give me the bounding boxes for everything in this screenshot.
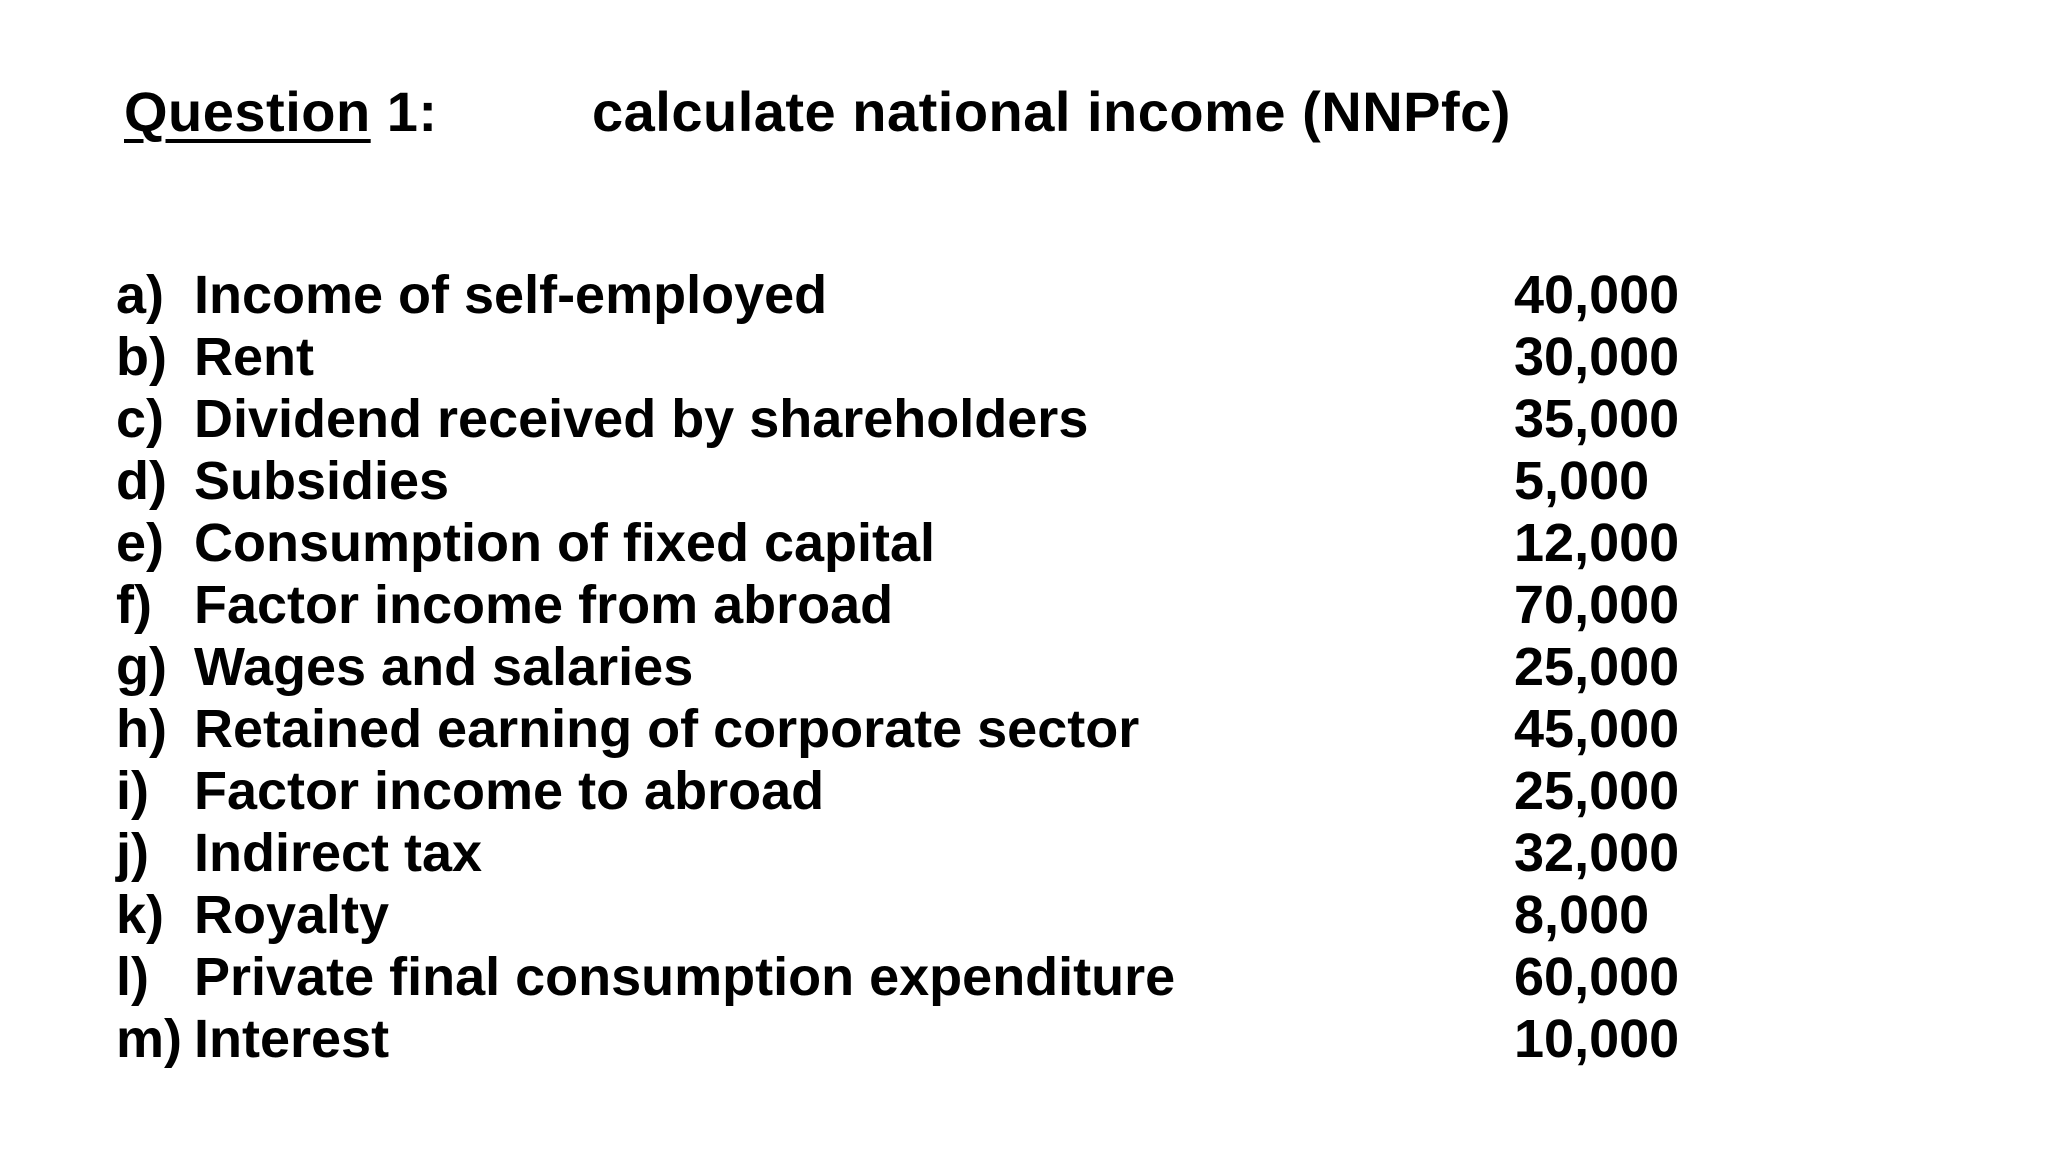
item-label: Retained earning of corporate sector bbox=[194, 699, 1140, 759]
item-amount: 70,000 bbox=[1514, 575, 1680, 635]
question-number: 1: bbox=[370, 80, 438, 143]
item-amount: 12,000 bbox=[1514, 513, 1680, 573]
question-title: calculate national income (NNPfc) bbox=[592, 80, 1511, 143]
item-amount: 60,000 bbox=[1514, 947, 1680, 1007]
item-amount: 25,000 bbox=[1514, 637, 1680, 697]
item-letter: i) bbox=[116, 761, 149, 821]
item-letter: k) bbox=[116, 885, 165, 945]
list-item bbox=[116, 1008, 1756, 1070]
item-label: Indirect tax bbox=[194, 823, 483, 883]
question-header bbox=[124, 80, 1511, 144]
list-item bbox=[116, 574, 1756, 636]
item-letter: c) bbox=[116, 389, 165, 449]
item-letter: a) bbox=[116, 265, 165, 325]
item-label: Factor income to abroad bbox=[194, 761, 825, 821]
item-amount: 40,000 bbox=[1514, 265, 1680, 325]
list-item bbox=[116, 636, 1756, 698]
item-letter: g) bbox=[116, 637, 167, 697]
item-amount: 5,000 bbox=[1514, 451, 1650, 511]
item-label: Interest bbox=[194, 1009, 390, 1069]
list-item bbox=[116, 946, 1756, 1008]
item-letter: e) bbox=[116, 513, 165, 573]
item-letter: b) bbox=[116, 327, 167, 387]
list-item bbox=[116, 760, 1756, 822]
item-amount: 25,000 bbox=[1514, 761, 1680, 821]
item-letter: j) bbox=[116, 823, 149, 883]
list-item bbox=[116, 388, 1756, 450]
item-label: Dividend received by shareholders bbox=[194, 389, 1089, 449]
list-item bbox=[116, 698, 1756, 760]
item-label: Private final consumption expenditure bbox=[194, 947, 1176, 1007]
item-amount: 30,000 bbox=[1514, 327, 1680, 387]
item-letter: h) bbox=[116, 699, 167, 759]
list-item bbox=[116, 326, 1756, 388]
item-amount: 10,000 bbox=[1514, 1009, 1680, 1069]
question-label bbox=[124, 80, 438, 143]
item-label: Income of self-employed bbox=[194, 265, 828, 325]
item-letter: f) bbox=[116, 575, 152, 635]
list-item bbox=[116, 450, 1756, 512]
item-label: Factor income from abroad bbox=[194, 575, 894, 635]
list-item bbox=[116, 822, 1756, 884]
item-amount: 8,000 bbox=[1514, 885, 1650, 945]
item-label: Royalty bbox=[194, 885, 390, 945]
item-list bbox=[116, 264, 1756, 1070]
question-word: Question bbox=[124, 80, 371, 143]
list-item bbox=[116, 512, 1756, 574]
list-item bbox=[116, 264, 1756, 326]
item-letter: d) bbox=[116, 451, 167, 511]
item-label: Wages and salaries bbox=[194, 637, 694, 697]
item-amount: 45,000 bbox=[1514, 699, 1680, 759]
item-label: Subsidies bbox=[194, 451, 450, 511]
item-letter: m) bbox=[116, 1009, 182, 1069]
item-amount: 35,000 bbox=[1514, 389, 1680, 449]
item-label: Rent bbox=[194, 327, 314, 387]
item-letter: l) bbox=[116, 947, 149, 1007]
list-item bbox=[116, 884, 1756, 946]
item-label: Consumption of fixed capital bbox=[194, 513, 936, 573]
item-amount: 32,000 bbox=[1514, 823, 1680, 883]
